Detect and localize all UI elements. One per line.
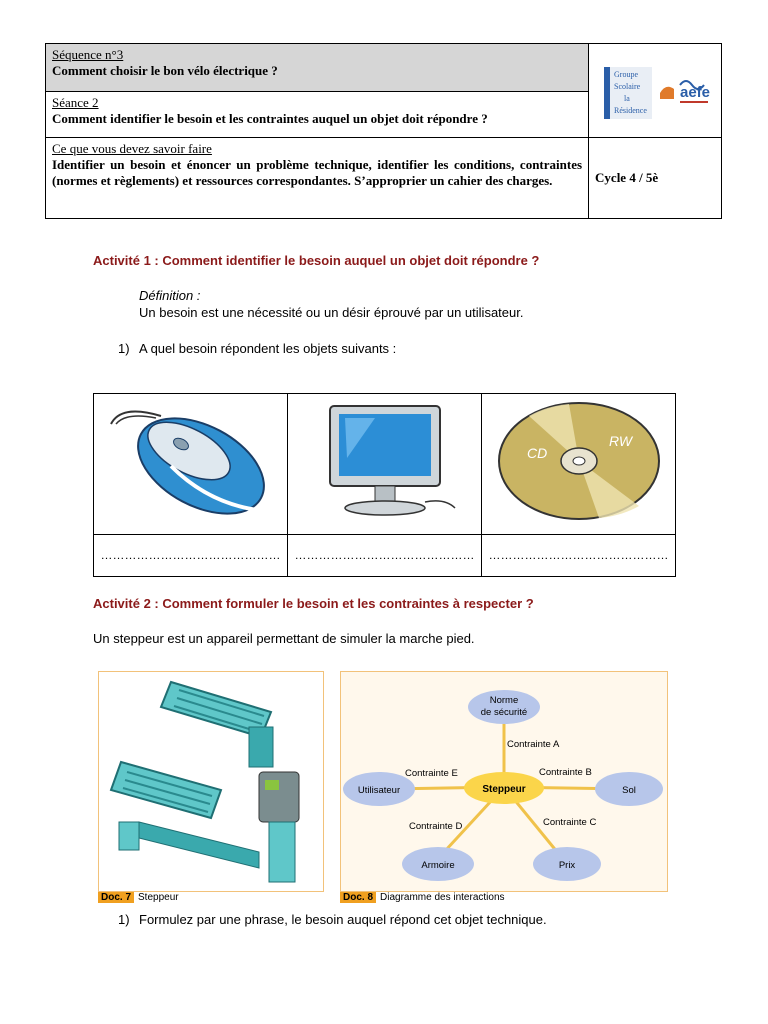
monitor-answer: ……………………………………… xyxy=(294,548,475,563)
doc7-frame xyxy=(98,671,324,892)
interaction-diagram xyxy=(341,672,667,891)
question2-text: Formulez par une phrase, le besoin auquel répond cet objet technique. xyxy=(139,912,547,927)
cd-answer: ……………………………………… xyxy=(488,548,669,563)
objects-table xyxy=(93,393,676,577)
doc8-tag: Doc. 8 xyxy=(340,892,376,903)
svg-text:Groupe: Groupe xyxy=(614,69,639,79)
cycle-label: Cycle 4 / 5è xyxy=(595,170,659,185)
skills-text: Identifier un besoin et énoncer un problème technique, identifier les conditions, contraintes (normes et règlements) et ressources correspondantes. S’approprier un cahier des charges. xyxy=(52,157,583,188)
header-table xyxy=(45,43,722,219)
cd-rw-disc-icon xyxy=(489,396,669,526)
link-d-label: Contrainte D xyxy=(409,821,463,832)
svg-text:CD: CD xyxy=(526,445,547,462)
link-a-label: Contrainte A xyxy=(507,739,560,750)
doc8-caption-text: Diagramme des interactions xyxy=(380,892,505,903)
sequence-label: Séquence n°3 xyxy=(52,47,124,62)
node-steppeur-label: Steppeur xyxy=(482,784,526,795)
node-sol-label: Sol xyxy=(622,785,636,796)
cycle-cell xyxy=(589,138,722,219)
stepper-intro: Un steppeur est un appareil permettant de simuler la marche pied. xyxy=(93,631,475,646)
computer-monitor-icon xyxy=(295,396,475,526)
link-b-label: Contrainte B xyxy=(539,767,592,778)
activity1-title: Activité 1 : Comment identifier le besoin auquel un objet doit répondre ? xyxy=(93,253,540,268)
seance-title: Comment identifier le besoin et les contraintes auquel un objet doit répondre ? xyxy=(52,111,488,126)
node-armoire-label: Armoire xyxy=(421,860,455,871)
mouse-answer: ……………………………………… xyxy=(100,548,281,563)
doc7-tag: Doc. 7 xyxy=(98,892,134,903)
definition-label: Définition : xyxy=(139,288,201,303)
school-logo xyxy=(589,44,721,137)
question1-number: 1) xyxy=(118,341,130,356)
seance-label: Séance 2 xyxy=(52,95,99,110)
mouse-cell xyxy=(94,394,288,535)
doc8-frame xyxy=(340,671,668,892)
svg-text:Résidence: Résidence xyxy=(614,105,647,115)
stepper-illustration-icon xyxy=(99,672,323,891)
computer-mouse-icon xyxy=(101,396,281,526)
mouse-answer-cell[interactable] xyxy=(94,534,288,576)
node-norme-line1: Norme xyxy=(489,695,519,706)
skills-label: Ce que vous devez savoir faire xyxy=(52,141,212,156)
seance-cell xyxy=(46,92,589,138)
node-utilisateur-label: Utilisateur xyxy=(357,785,401,796)
svg-text:aefe: aefe xyxy=(680,83,711,101)
link-e-label: Contrainte E xyxy=(405,768,458,779)
question1-text: A quel besoin répondent les objets suivants : xyxy=(139,341,397,356)
link-c-label: Contrainte C xyxy=(543,817,597,828)
logo-cell xyxy=(589,44,722,138)
sequence-title: Comment choisir le bon vélo électrique ? xyxy=(52,63,278,78)
cd-answer-cell[interactable] xyxy=(482,534,676,576)
node-norme-line2: de sécurité xyxy=(480,707,528,718)
skills-cell xyxy=(46,138,589,219)
node-prix-label: Prix xyxy=(558,860,576,871)
monitor-answer-cell[interactable] xyxy=(288,534,482,576)
doc8-caption xyxy=(340,892,505,903)
definition-text: Un besoin est une nécessité ou un désir éprouvé par un utilisateur. xyxy=(139,305,524,320)
svg-text:Scolaire: Scolaire xyxy=(614,81,641,91)
question2-number: 1) xyxy=(118,912,130,927)
svg-text:la: la xyxy=(624,93,630,103)
activity2-title: Activité 2 : Comment formuler le besoin et les contraintes à respecter ? xyxy=(93,596,534,611)
doc7-caption xyxy=(98,892,179,903)
sequence-cell xyxy=(46,44,589,92)
cd-cell xyxy=(482,394,676,535)
svg-text:RW: RW xyxy=(608,433,632,450)
monitor-cell xyxy=(288,394,482,535)
doc7-caption-text: Steppeur xyxy=(138,892,179,903)
school-logo-icon xyxy=(590,45,720,137)
